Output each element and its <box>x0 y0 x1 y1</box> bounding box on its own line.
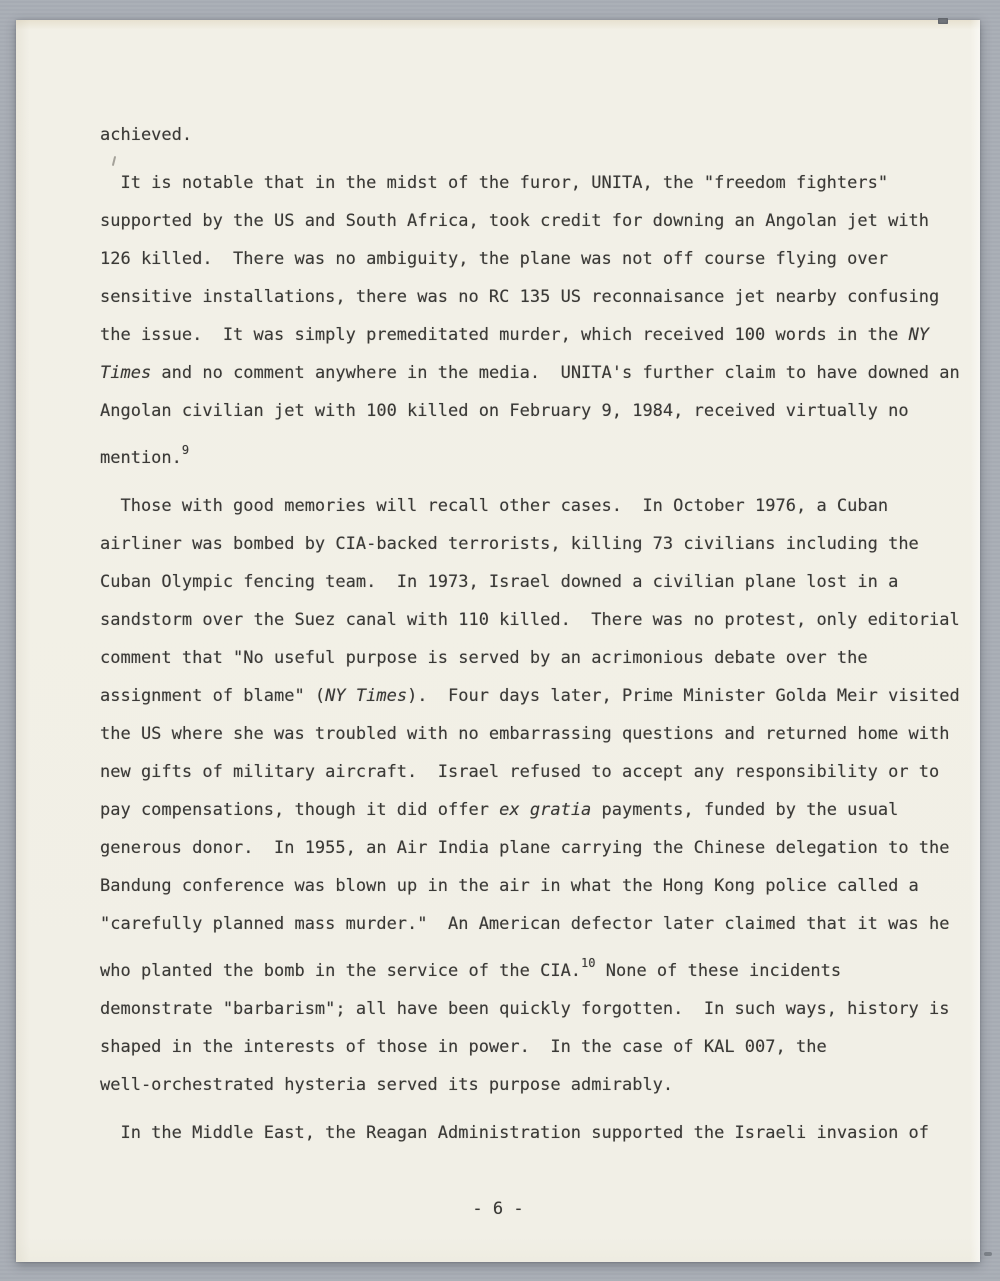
document-page <box>16 20 980 1262</box>
text-line: It is notable that in the midst of the furor, UNITA, the "freedom fighters" <box>100 173 889 193</box>
text-line: well-orchestrated hysteria served its purpose admirably. <box>100 1075 674 1095</box>
paragraph <box>100 116 966 154</box>
text-line: the US where she was troubled with no embarrassing questions and returned home with <box>100 724 950 744</box>
text-line: shaped in the interests of those in power. In the case of KAL 007, the <box>100 1037 827 1057</box>
text-line: mention.$^9$ <box>100 443 190 468</box>
text-line: airliner was bombed by CIA-backed terrorists, killing 73 civilians including the <box>100 534 919 554</box>
text-line: who planted the bomb in the service of the CIA.$^{10}$ None of these incidents <box>100 956 842 981</box>
text-line: comment that "No useful purpose is served by an acrimonious debate over the <box>100 648 868 668</box>
text-line: Bandung conference was blown up in the air in what the Hong Kong police called a <box>100 876 919 896</box>
paragraph <box>100 1114 966 1152</box>
text-line: demonstrate "barbarism"; all have been quickly forgotten. In such ways, history is <box>100 999 950 1019</box>
text-line: Times and no comment anywhere in the media. UNITA's further claim to have downed an <box>100 363 960 383</box>
text-line: the issue. It was simply premeditated murder, which received 100 words in the NY <box>100 325 930 345</box>
text-line: generous donor. In 1955, an Air India plane carrying the Chinese delegation to the <box>100 838 950 858</box>
footnote-marker: 9 <box>181 443 190 457</box>
footnote-marker: 10 <box>581 956 596 970</box>
document-body <box>100 116 966 1152</box>
text-line: achieved. <box>100 125 193 145</box>
paragraph <box>100 164 966 477</box>
text-line: Cuban Olympic fencing team. In 1973, Israel downed a civilian plane lost in a <box>100 572 899 592</box>
text-line: Angolan civilian jet with 100 killed on February 9, 1984, received virtually no <box>100 401 909 421</box>
text-line: new gifts of military aircraft. Israel refused to accept any responsibility or to <box>100 762 940 782</box>
page-number: - 6 - <box>472 1199 524 1219</box>
text-line: In the Middle East, the Reagan Administration supported the Israeli invasion of <box>100 1123 930 1143</box>
scan-artifact-bottom-right <box>984 1252 992 1256</box>
text-line: supported by the US and South Africa, took credit for downing an Angolan jet with <box>100 211 930 231</box>
scan-artifact-top-edge <box>938 18 948 24</box>
text-line: pay compensations, though it did offer ex gratia payments, funded by the usual <box>100 800 899 820</box>
text-line: sandstorm over the Suez canal with 110 killed. There was no protest, only editorial <box>100 610 960 630</box>
text-line: sensitive installations, there was no RC 135 US reconnaisance jet nearby confusing <box>100 287 940 307</box>
paragraph <box>100 487 966 1104</box>
text-line: assignment of blame" (NY Times). Four days later, Prime Minister Golda Meir visited <box>100 686 960 706</box>
text-line: 126 killed. There was no ambiguity, the plane was not off course flying over <box>100 249 889 269</box>
text-line: "carefully planned mass murder." An American defector later claimed that it was he <box>100 914 950 934</box>
text-line: Those with good memories will recall other cases. In October 1976, a Cuban <box>100 496 889 516</box>
